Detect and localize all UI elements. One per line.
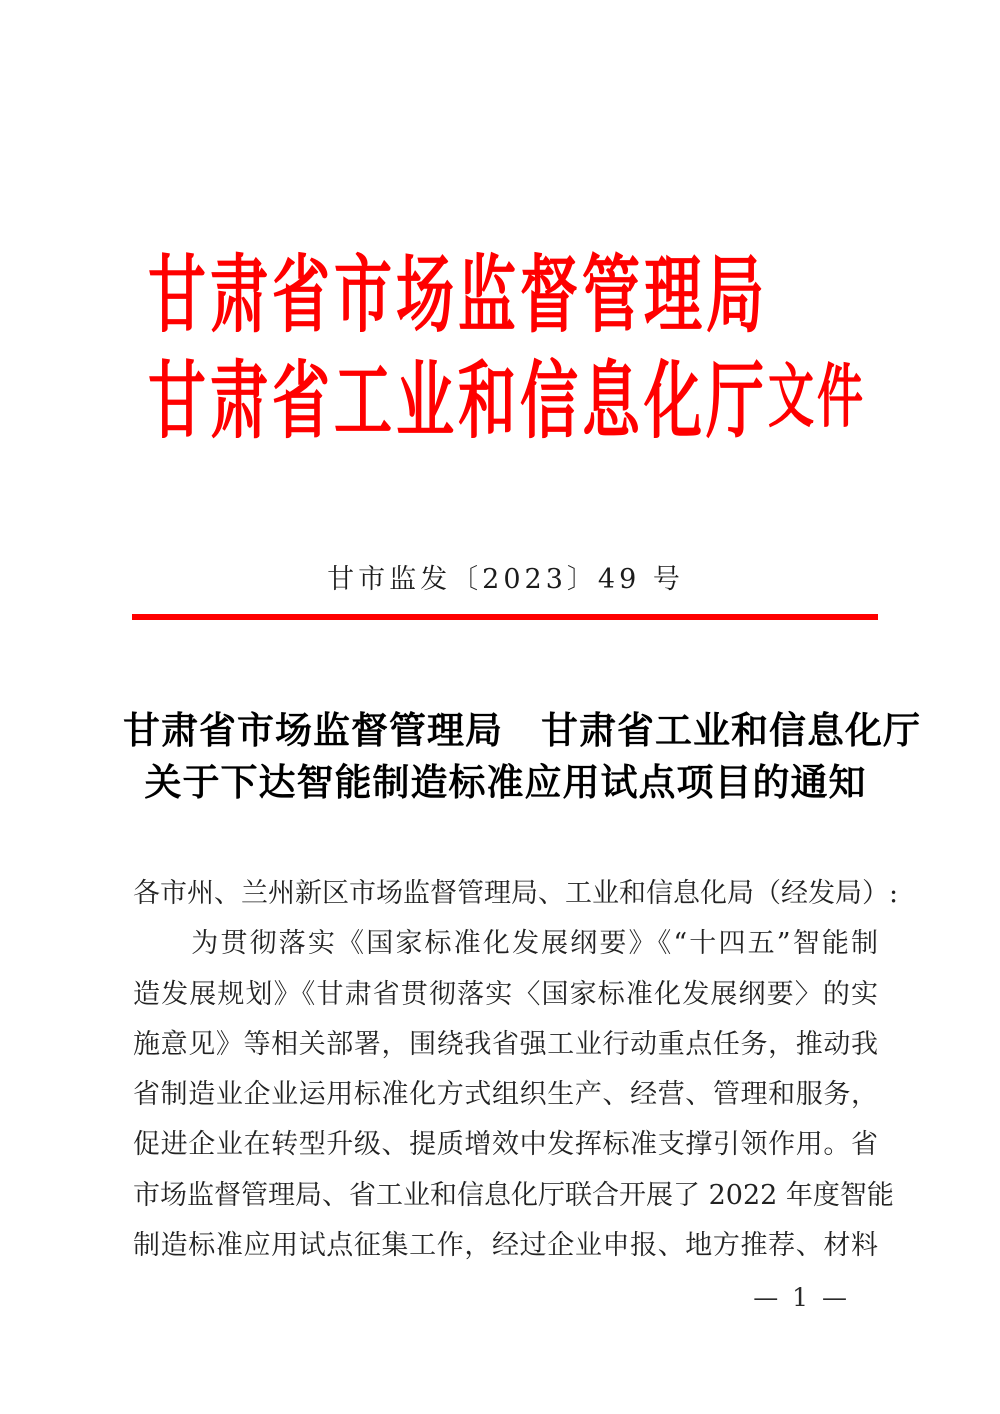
document-title <box>123 704 921 808</box>
body-line: 省制造业企业运用标准化方式组织生产、经营、管理和服务， <box>133 1079 878 1111</box>
org-name-line1: 甘肃省市场监督管理局 <box>148 245 769 345</box>
body-line: 施意见》等相关部署，围绕我省强工业行动重点任务，推动我 <box>133 1028 878 1060</box>
body-line: 制造标准应用试点征集工作，经过企业申报、地方推荐、材料 <box>133 1230 878 1262</box>
body-line: 市场监督管理局、省工业和信息化厅联合开展了 2022 年度智能 <box>133 1179 894 1211</box>
document-title-line1: 甘肃省市场监督管理局 甘肃省工业和信息化厅 <box>123 708 921 752</box>
document-body <box>133 869 899 1271</box>
body-line-salutation: 各市州、兰州新区市场监督管理局、工业和信息化局（经发局）: <box>133 878 899 909</box>
org-name-line2: 甘肃省工业和信息化厅 <box>148 351 769 451</box>
red-separator-line <box>132 614 878 620</box>
body-line: 造发展规划》《甘肃省贯彻落实〈国家标准化发展纲要〉的实 <box>133 978 878 1010</box>
page-number: — 1 — <box>753 1283 850 1312</box>
body-line: 为贯彻落实《国家标准化发展纲要》《“十四五”智能制 <box>133 928 878 960</box>
body-line: 促进企业在转型升级、提质增效中发挥标准支撑引领作用。省 <box>133 1129 878 1161</box>
document-number: 甘市监发〔2023〕49 号 <box>327 564 684 595</box>
document-title-line2: 关于下达智能制造标准应用试点项目的通知 <box>144 760 867 804</box>
document-type-label: 文件 <box>768 355 866 437</box>
